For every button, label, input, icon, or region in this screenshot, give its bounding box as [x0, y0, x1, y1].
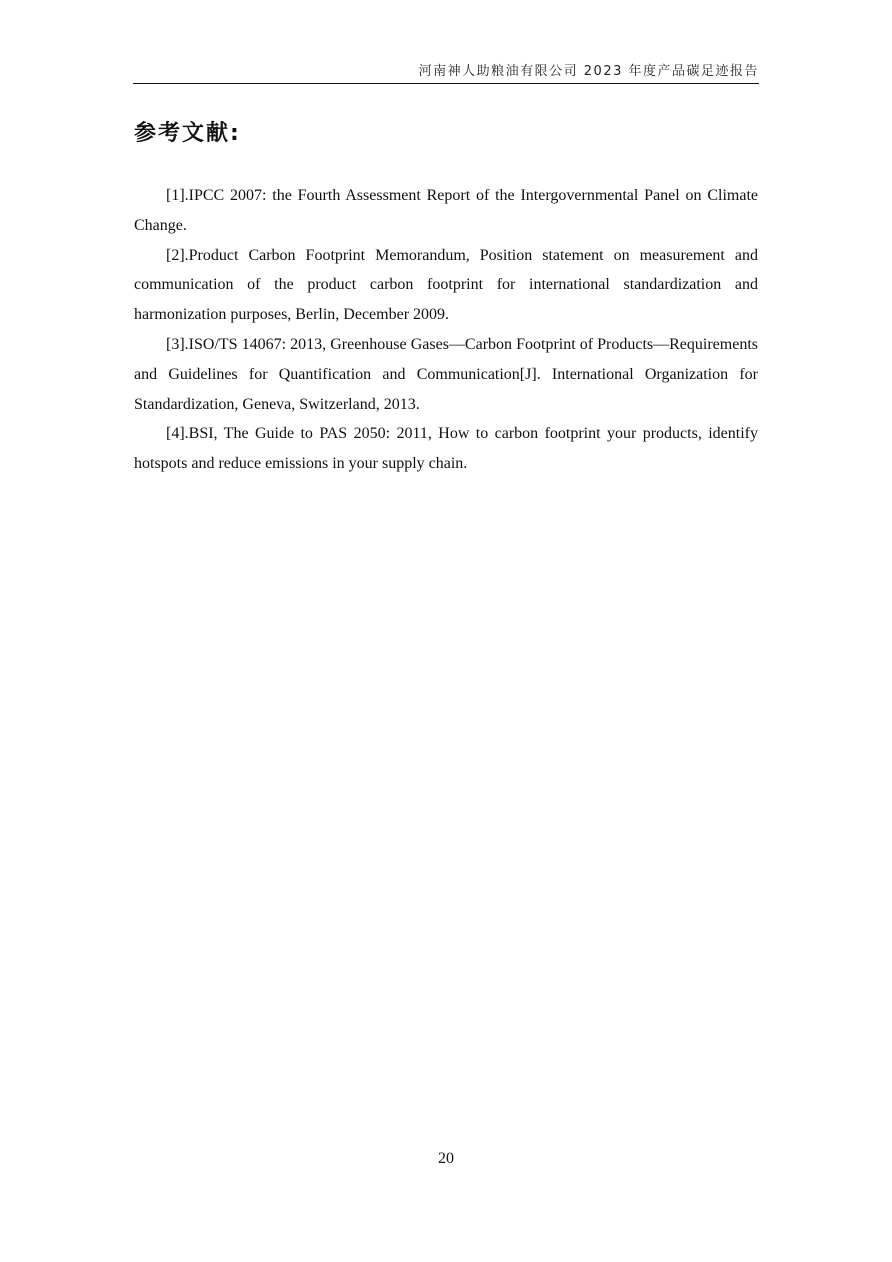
reference-item: [3].ISO/TS 14067: 2013, Greenhouse Gases—Carbon Footprint of Products—Requirements and Guidelines for Quantification and Communication[J]. International Organization for Standardization, Geneva, Switzerland, 2013.: [134, 335, 758, 413]
running-header: [133, 64, 759, 84]
reference-item: [4].BSI, The Guide to PAS 2050: 2011, How to carbon footprint your products, identify hotspots and reduce emissions in your supply chain.: [134, 425, 758, 473]
running-title: 河南神人助粮油有限公司 2023 年度产品碳足迹报告: [418, 64, 759, 79]
section-title: 参考文献:: [134, 121, 241, 146]
reference-item: [2].Product Carbon Footprint Memorandum, Position statement on measurement and communication of the product carbon footprint for international standardization and harmonization purposes, Berlin, December 2009.: [134, 246, 758, 324]
reference-item: [1].IPCC 2007: the Fourth Assessment Report of the Intergovernmental Panel on Climate Change.: [134, 187, 758, 234]
reference-list: [134, 181, 758, 479]
page-number: 20: [438, 1150, 454, 1167]
